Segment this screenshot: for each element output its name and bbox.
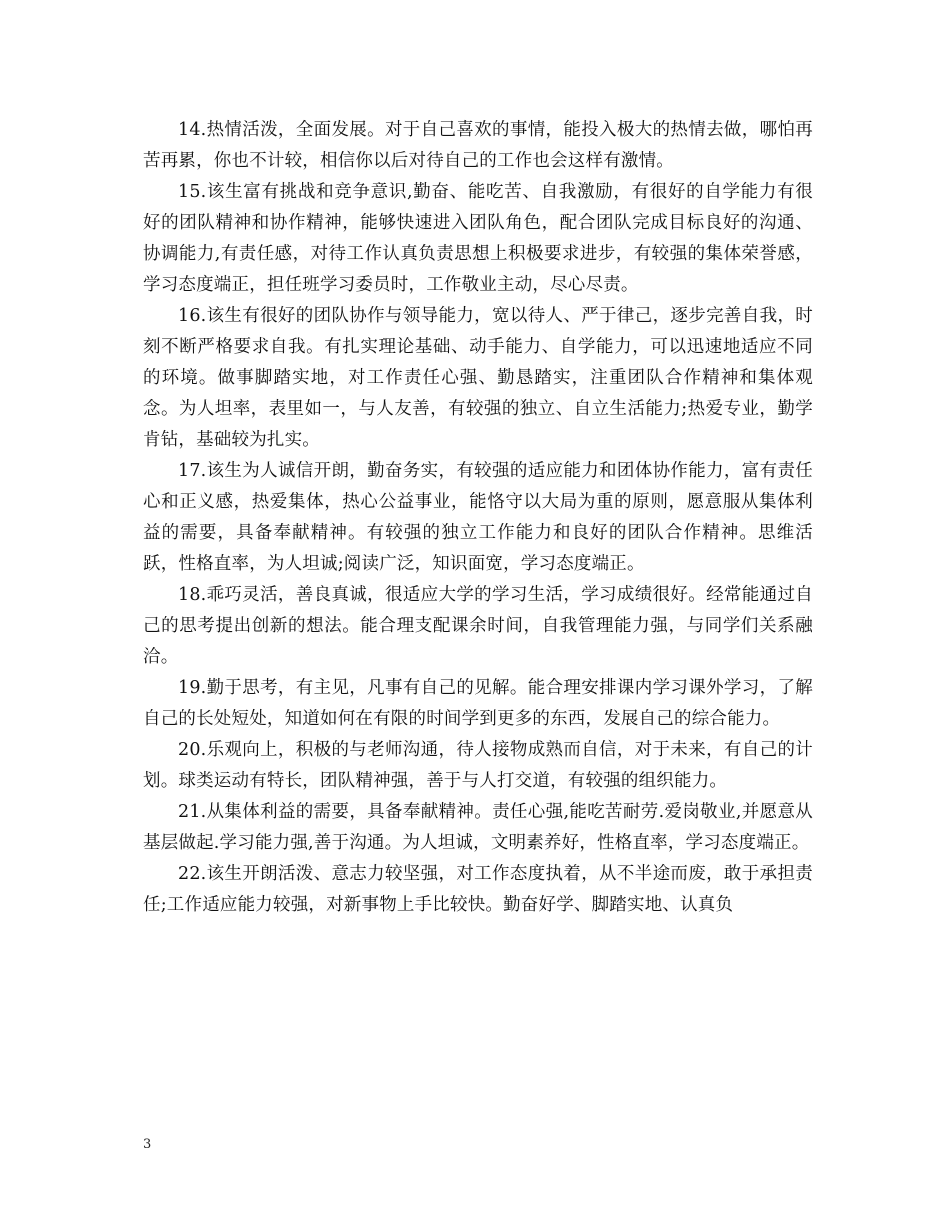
paragraph-15: 15.该生富有挑战和竞争意识,勤奋、能吃苦、自我激励，有很好的自学能力有很好的团队精神和协作精神，能够快速进入团队角色，配合团队完成目标良好的沟通、协调能力,有责任感，对待工作认真负责思想上积极要求进步，有较强的集体荣誉感，学习态度端正，担任班学习委员时，工作敬业主动，尽心尽责。 [143, 182, 813, 295]
paragraph-16: 16.该生有很好的团队协作与领导能力，宽以待人、严于律己，逐步完善自我，时刻不断严格要求自我。有扎实理论基础、动手能力、自学能力，可以迅速地适应不同的环境。做事脚踏实地，对工作责任心强、勤恳踏实，注重团队合作精神和集体观念。为人坦率，表里如一，与人友善，有较强的独立、自立生活能力;热爱专业，勤学肯钻，基础较为扎实。 [143, 306, 813, 450]
paragraph-21: 21.从集体利益的需要，具备奉献精神。责任心强,能吃苦耐劳.爱岗敬业,并愿意从基层做起.学习能力强,善于沟通。为人坦诚，文明素养好，性格直率，学习态度端正。 [143, 802, 813, 853]
document-body [143, 115, 813, 921]
paragraph-14: 14.热情活泼，全面发展。对于自己喜欢的事情，能投入极大的热情去做，哪怕再苦再累，你也不计较，相信你以后对待自己的工作也会这样有激情。 [143, 120, 813, 171]
paragraph-17: 17.该生为人诚信开朗，勤奋务实，有较强的适应能力和团体协作能力，富有责任心和正义感，热爱集体，热心公益事业，能恪守以大局为重的原则，愿意服从集体利益的需要，具备奉献精神。有较强的独立工作能力和良好的团队合作精神。思维活跃，性格直率，为人坦诚;阅读广泛，知识面宽，学习态度端正。 [143, 461, 813, 574]
paragraph-19: 19.勤于思考，有主见，凡事有自己的见解。能合理安排课内学习课外学习，了解自己的长处短处，知道如何在有限的时间学到更多的东西，发展自己的综合能力。 [143, 678, 813, 729]
page-number: 3 [143, 1137, 152, 1152]
paragraph-18: 18.乖巧灵活，善良真诚，很适应大学的学习生活，学习成绩很好。经常能通过自己的思考提出创新的想法。能合理支配课余时间，自我管理能力强，与同学们关系融洽。 [143, 585, 813, 667]
paragraph-22: 22.该生开朗活泼、意志力较坚强，对工作态度执着，从不半途而废，敢于承担责任;工作适应能力较强，对新事物上手比较快。勤奋好学、脚踏实地、认真负 [143, 864, 813, 915]
paragraph-20: 20.乐观向上，积极的与老师沟通，待人接物成熟而自信，对于未来，有自己的计划。球类运动有特长，团队精神强，善于与人打交道，有较强的组织能力。 [143, 740, 813, 791]
